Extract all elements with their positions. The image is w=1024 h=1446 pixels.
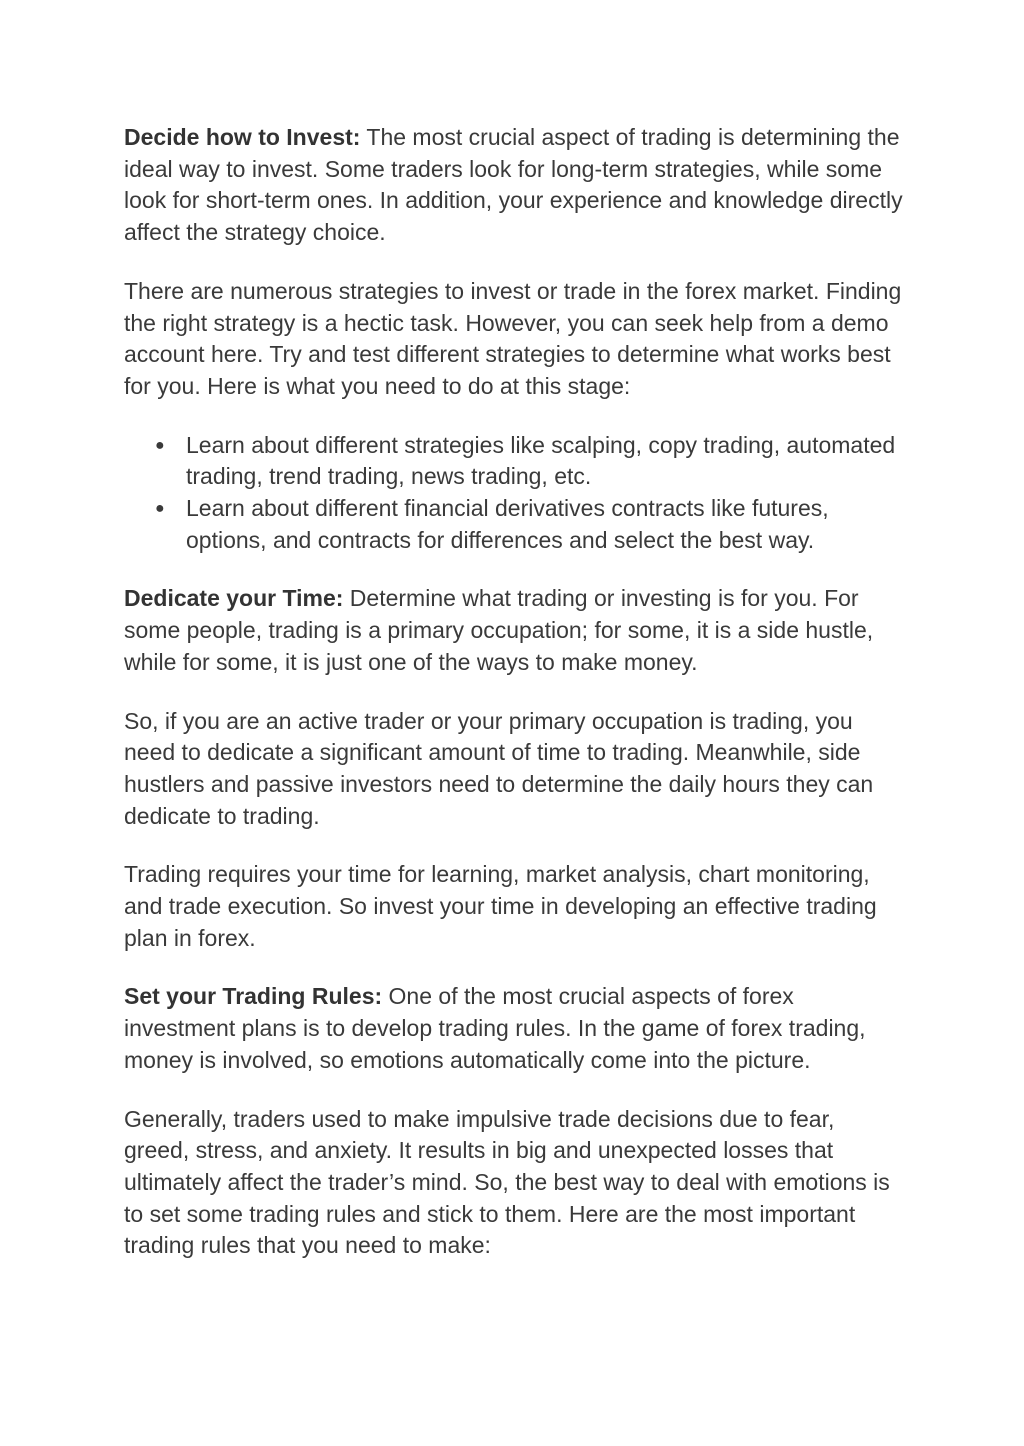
section-body-text: The most crucial aspect of trading is determining the ideal way to invest. Some traders look for long-term strategies, while some look for short-term ones. In addition, your experience and knowledge directly affect the strategy choice. [124, 124, 903, 246]
list-item-text: Learn about different strategies like scalping, copy trading, automated trading, trend trading, news trading, etc. [186, 431, 896, 490]
document-page [124, 122, 904, 1289]
section-heading: Set your Trading Rules: [124, 983, 383, 1010]
list-item [124, 430, 904, 493]
section-body-text: Determine what trading or investing is for you. For some people, trading is a primary occupation; for some, it is a side hustle, while for some, it is just one of the ways to make money. [124, 585, 874, 675]
paragraph-active-trader: So, if you are an active trader or your primary occupation is trading, you need to dedicate a significant amount of time to trading. Meanwhile, side hustlers and passive investors need to determine the daily hours they can dedicate to trading. [124, 707, 874, 829]
paragraph-impulsive-decisions: Generally, traders used to make impulsive trade decisions due to fear, greed, stress, and anxiety. It results in big and unexpected losses that ultimately affect the trader’s mind. So, the best way to deal with emotions is to set some trading rules and stick to them. Here are the most important trading rules that you need to make: [124, 1105, 890, 1259]
bullet-icon: ● [155, 500, 165, 518]
section-decide-how-to-invest [124, 122, 904, 249]
section-dedicate-your-time [124, 583, 904, 678]
bullet-list [124, 430, 904, 557]
section-body-text: One of the most crucial aspects of forex investment plans is to develop trading rules. In the game of forex trading, money is involved, so emotions automatically come into the picture. [124, 983, 866, 1073]
list-item-text: Learn about different financial derivatives contracts like futures, options, and contracts for differences and select the best way. [186, 495, 829, 553]
paragraph-strategies: There are numerous strategies to invest or trade in the forex market. Finding the right strategy is a hectic task. However, you can seek help from a demo account here. Try and test different strategies to determine what works best for you. Here is what you need to do at this stage: [124, 277, 902, 399]
section-heading: Dedicate your Time: [124, 585, 344, 612]
section-heading: Decide how to Invest: [124, 124, 361, 150]
bullet-icon: ● [155, 436, 165, 454]
list-item [124, 493, 904, 556]
section-set-trading-rules [124, 981, 904, 1076]
paragraph-trading-requires-time: Trading requires your time for learning, market analysis, chart monitoring, and trade execution. So invest your time in developing an effective trading plan in forex. [124, 861, 877, 951]
